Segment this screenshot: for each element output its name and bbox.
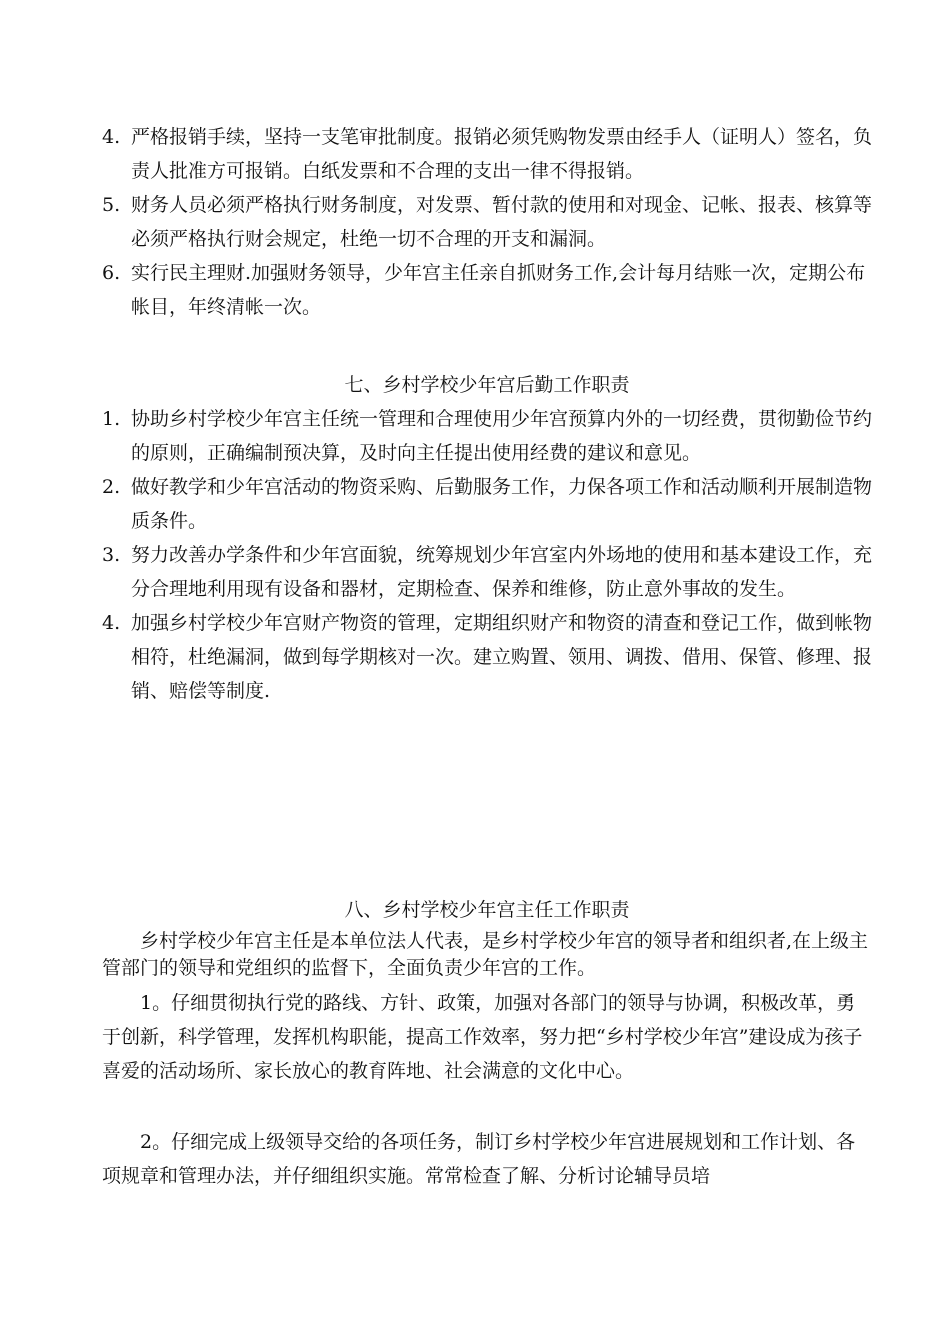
item-number: 4. — [102, 126, 121, 148]
item-number: 4. — [102, 612, 121, 634]
item-text: 协助乡村学校少年宫主任统一管理和合理使用少年宫预算内外的一切经费，贯彻勤俭节约的原则，正确编制预决算，及时向主任提出使用经费的建议和意见。 — [131, 408, 873, 464]
item-number: 2. — [102, 476, 121, 498]
item-text: 做好教学和少年宫活动的物资采购、后勤服务工作，力保各项工作和活动顺利开展制造物质条件。 — [131, 476, 873, 532]
item-number: 5. — [102, 194, 121, 216]
item-number: 1. — [102, 408, 121, 430]
list-item — [102, 256, 872, 324]
list-item — [102, 470, 872, 538]
item-text: 财务人员必须严格执行财务制度，对发票、暂付款的使用和对现金、记帐、报表、核算等必须严格执行财会规定，杜绝一切不合理的开支和漏洞。 — [131, 194, 873, 250]
list-item — [102, 188, 872, 256]
finance-rules-list — [102, 120, 872, 324]
item-text: 努力改善办学条件和少年宫面貌，统筹规划少年宫室内外场地的使用和基本建设工作，充分合理地利用现有设备和器材，定期检查、保养和维修，防止意外事故的发生。 — [131, 544, 873, 600]
director-intro-paragraph: 乡村学校少年宫主任是本单位法人代表，是乡村学校少年宫的领导者和组织者,在上级主管部门的领导和党组织的监督下，全面负责少年宫的工作。 — [102, 930, 869, 979]
list-item — [102, 538, 872, 606]
director-duty-paragraph: 1。仔细贯彻执行党的路线、方针、政策，加强对各部门的领导与协调，积极改革，勇于创新，科学管理，发挥机构职能，提高工作效率，努力把“乡村学校少年宫”建设成为孩子喜爱的活动场所、家长放心的教育阵地、社会满意的文化中心。 — [102, 992, 863, 1082]
list-item — [102, 120, 872, 188]
list-item — [102, 606, 872, 708]
item-text: 严格报销手续，坚持一支笔审批制度。报销必须凭购物发票由经手人（证明人）签名，负责人批准方可报销。白纸发票和不合理的支出一律不得报销。 — [131, 126, 873, 182]
section-heading-logistics: 七、乡村学校少年宫后勤工作职责 — [344, 374, 630, 396]
section-heading-director: 八、乡村学校少年宫主任工作职责 — [344, 899, 630, 921]
item-text: 加强乡村学校少年宫财产物资的管理，定期组织财产和物资的清查和登记工作，做到帐物相符，杜绝漏洞，做到每学期核对一次。建立购置、领用、调拨、借用、保管、修理、报销、赔偿等制度. — [131, 612, 873, 702]
director-duty-paragraph: 2。仔细完成上级领导交给的各项任务，制订乡村学校少年宫进展规划和工作计划、各项规章和管理办法，并仔细组织实施。常常检查了解、分析讨论辅导员培 — [102, 1131, 856, 1187]
logistics-duties-list — [102, 402, 872, 708]
list-item — [102, 402, 872, 470]
item-number: 6. — [102, 262, 121, 284]
item-number: 3. — [102, 544, 121, 566]
item-text: 实行民主理财.加强财务领导，少年宫主任亲自抓财务工作,会计每月结账一次，定期公布帐目，年终清帐一次。 — [131, 262, 866, 318]
